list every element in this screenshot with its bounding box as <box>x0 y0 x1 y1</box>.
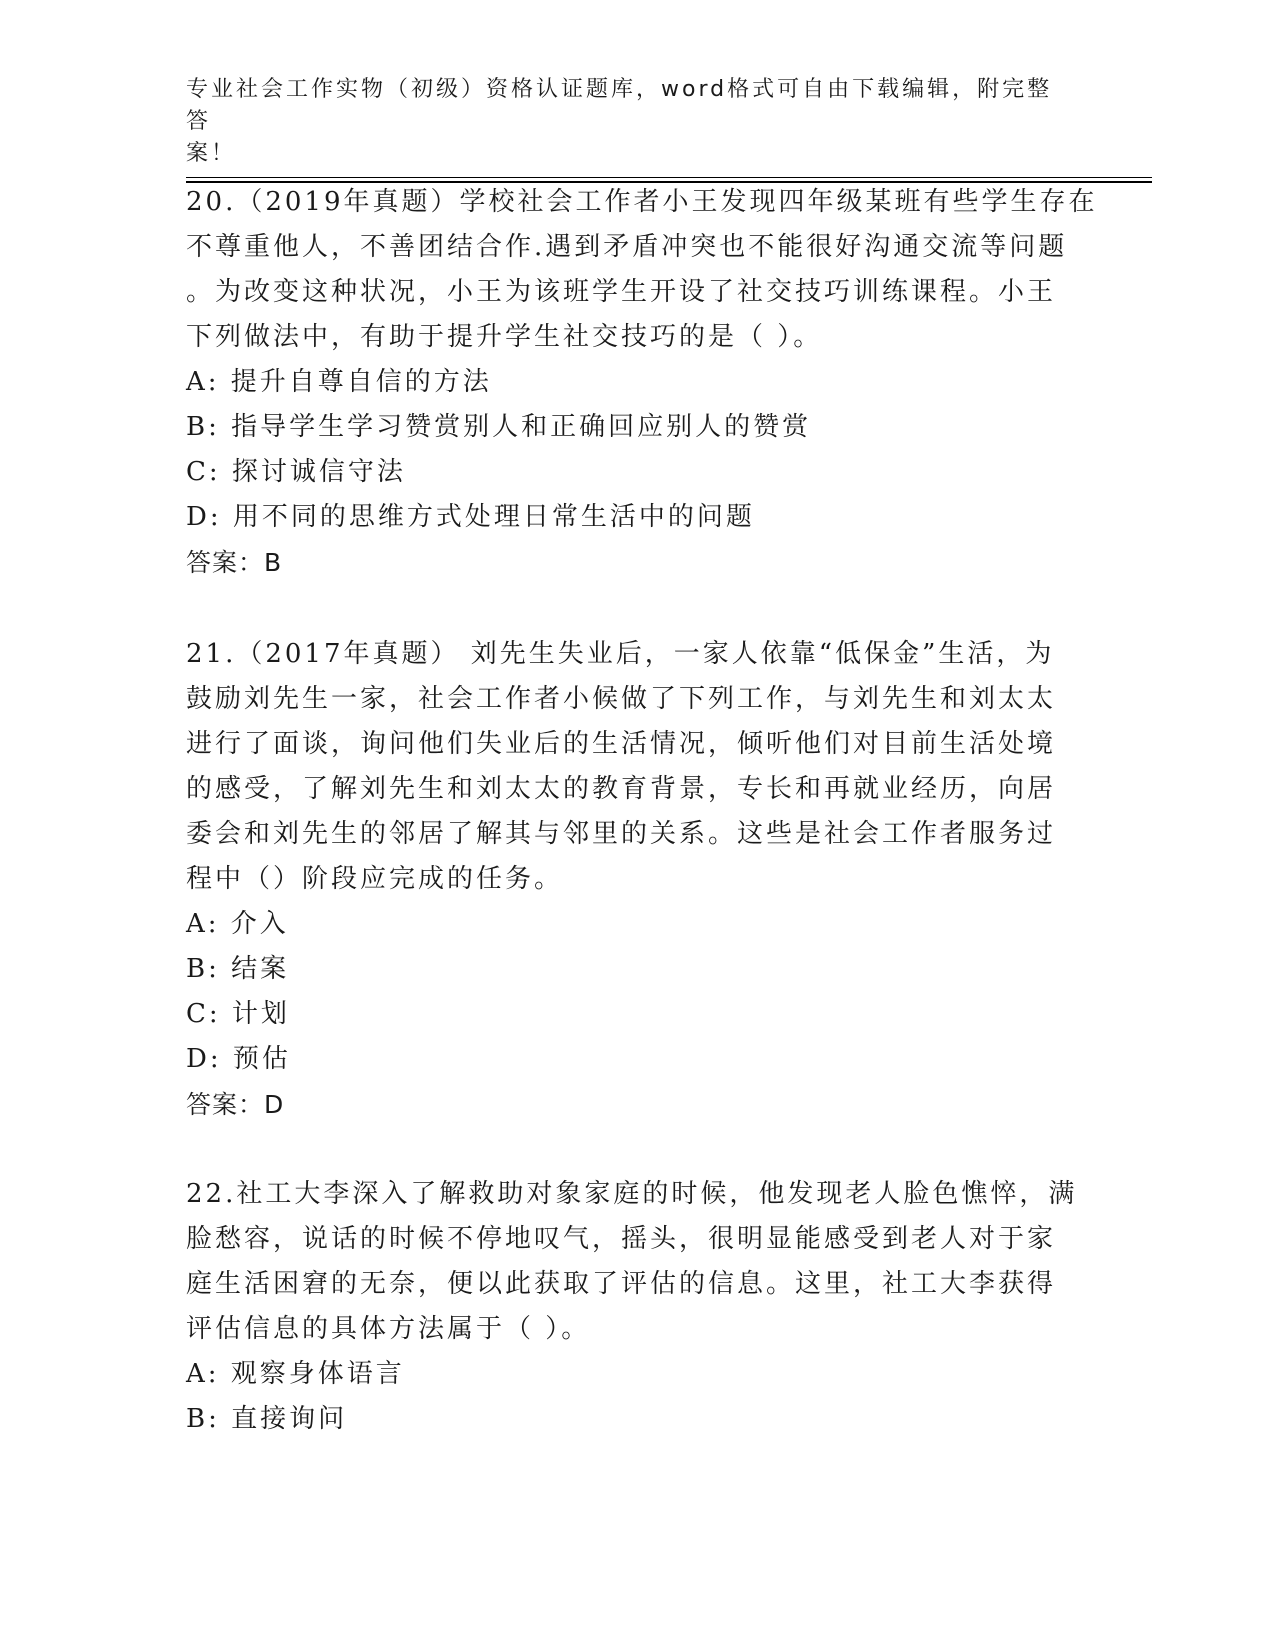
option-b: B: 直接询问 <box>186 1404 348 1434</box>
option-a: A: 观察身体语言 <box>186 1359 405 1389</box>
question-22 <box>186 1172 1086 1442</box>
option-b: B: 指导学生学习赞赏别人和正确回应别人的赞赏 <box>186 412 812 442</box>
header-line: 案！ <box>186 141 237 166</box>
option-c: C: 探讨诚信守法 <box>186 457 406 487</box>
stem-line: 委会和刘先生的邻居了解其与邻里的关系。这些是社会工作者服务过 <box>186 819 1057 849</box>
option-b: B: 结案 <box>186 954 290 984</box>
stem-line: 鼓励刘先生一家，社会工作者小候做了下列工作，与刘先生和刘太太 <box>186 684 1057 714</box>
header-line: 专业社会工作实物（初级）资格认证题库，word格式可自由下载编辑，附完整答 <box>186 77 1053 134</box>
question-stem <box>186 1172 1086 1352</box>
option-a: A: 提升自尊自信的方法 <box>186 367 492 397</box>
document-header <box>186 74 1066 170</box>
stem-line: 。为改变这种状况，小王为该班学生开设了社交技巧训练课程。小王 <box>186 277 1057 307</box>
stem-line: 评估信息的具体方法属于（ ）。 <box>186 1314 591 1344</box>
option-d: D: 预估 <box>186 1044 291 1074</box>
stem-line: 程中（）阶段应完成的任务。 <box>186 864 564 894</box>
stem-line: 庭生活困窘的无奈，便以此获取了评估的信息。这里，社工大李获得 <box>186 1269 1057 1299</box>
question-20 <box>186 180 1098 585</box>
stem-line: 21.（2017年真题） 刘先生失业后，一家人依靠“低保金”生活，为 <box>186 639 1055 669</box>
stem-line: 下列做法中，有助于提升学生社交技巧的是（ ）。 <box>186 322 823 352</box>
question-stem <box>186 180 1098 360</box>
stem-line: 进行了面谈，询问他们失业后的生活情况，倾听他们对目前生活处境 <box>186 729 1057 759</box>
option-c: C: 计划 <box>186 999 290 1029</box>
question-stem <box>186 632 1086 902</box>
answer-label: 答案：D <box>186 1090 285 1119</box>
answer-label: 答案：B <box>186 548 283 577</box>
stem-line: 22.社工大李深入了解救助对象家庭的时候，他发现老人脸色憔悴，满 <box>186 1179 1078 1209</box>
stem-line: 脸愁容，说话的时候不停地叹气，摇头，很明显能感受到老人对于家 <box>186 1224 1057 1254</box>
option-d: D: 用不同的思维方式处理日常生活中的问题 <box>186 502 755 532</box>
stem-line: 的感受，了解刘先生和刘太太的教育背景，专长和再就业经历，向居 <box>186 774 1057 804</box>
option-a: A: 介入 <box>186 909 289 939</box>
question-21 <box>186 632 1086 1127</box>
stem-line: 20.（2019年真题）学校社会工作者小王发现四年级某班有些学生存在 <box>186 187 1098 217</box>
stem-line: 不尊重他人，不善团结合作.遇到矛盾冲突也不能很好沟通交流等问题 <box>186 232 1068 262</box>
